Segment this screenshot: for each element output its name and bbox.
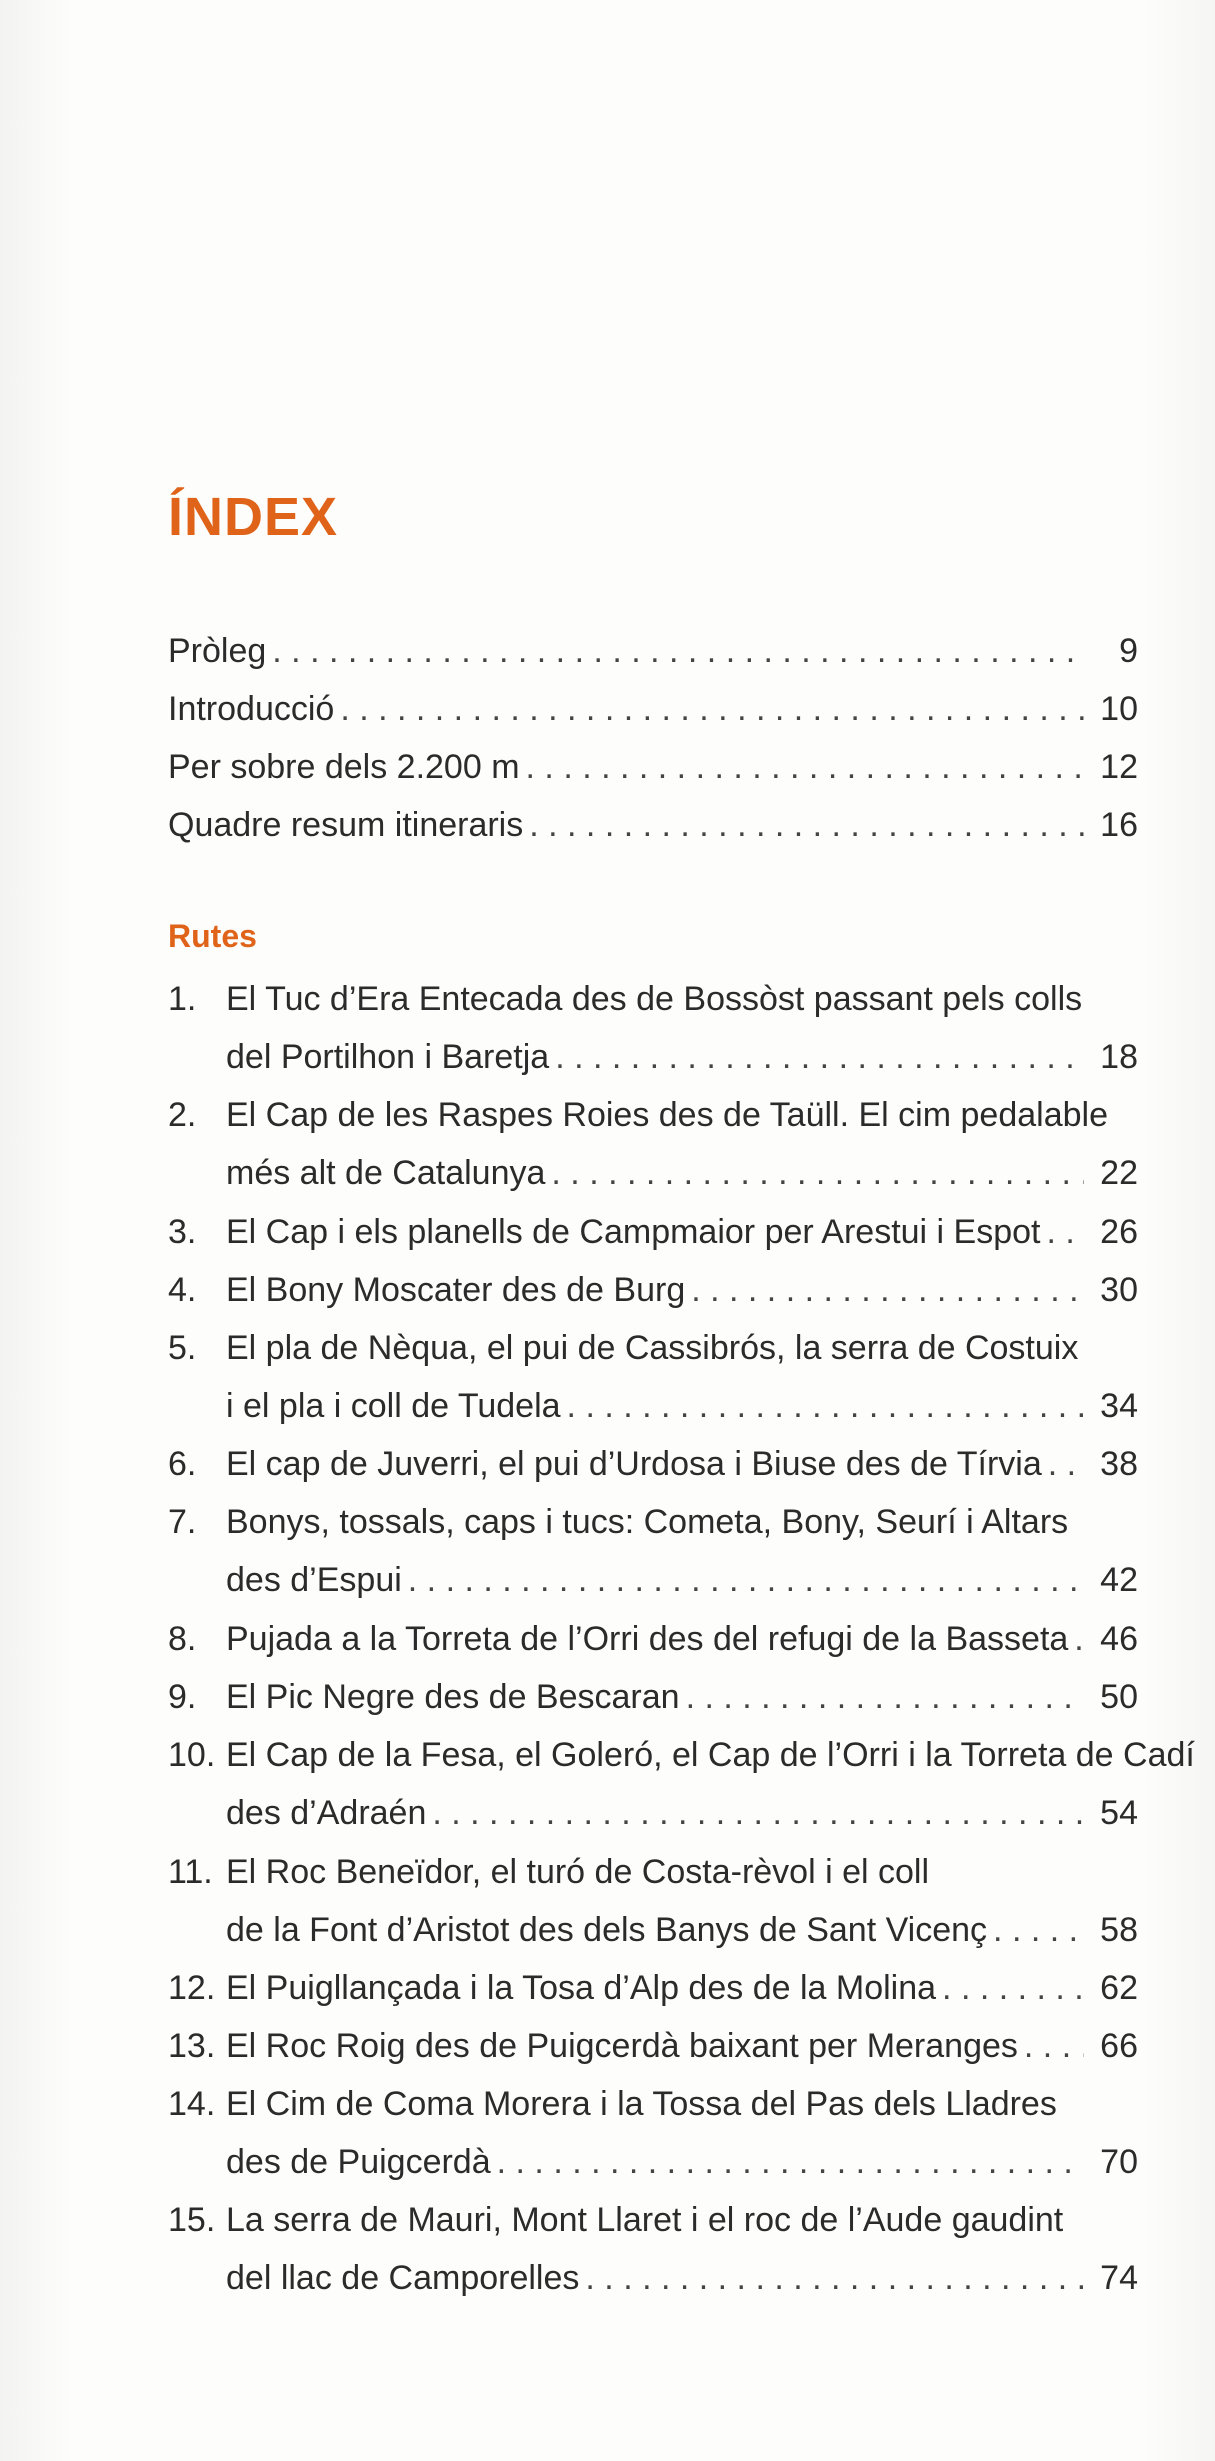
leader-dots (340, 680, 1084, 738)
route-number: 14. (168, 2085, 216, 2123)
leader-dots (272, 622, 1084, 680)
leader-dots (686, 1668, 1084, 1726)
leader-dots (942, 1959, 1084, 2017)
route-number: 10. (168, 1736, 216, 1774)
route-title-line2: més alt de Catalunya (226, 1154, 546, 1192)
route-title-line2: del Portilhon i Baretja (226, 1038, 550, 1076)
route-number: 7. (168, 1503, 197, 1541)
route-entry[interactable] (168, 970, 1138, 1086)
leader-dots (585, 2249, 1084, 2307)
route-entry[interactable] (168, 1726, 1195, 1842)
route-title-line1: El Tuc d’Era Entecada des de Bossòst passant pels colls (226, 980, 1083, 1018)
route-entry[interactable] (168, 1319, 1138, 1435)
leader-dots (497, 2133, 1084, 2191)
leader-dots (567, 1377, 1084, 1435)
route-title-line2: des de Puigcerdà (226, 2143, 491, 2181)
route-page: 38 (1100, 1445, 1138, 1483)
route-number: 12. (168, 1969, 216, 2007)
route-entry[interactable] (168, 1493, 1138, 1609)
leader-dots (408, 1551, 1084, 1609)
route-page: 34 (1100, 1387, 1138, 1425)
route-page: 74 (1100, 2259, 1138, 2297)
route-page: 22 (1100, 1154, 1138, 1192)
route-entry[interactable] (168, 1435, 1138, 1493)
route-entry[interactable] (168, 1203, 1138, 1261)
route-entry[interactable] (168, 1261, 1138, 1319)
route-number: 3. (168, 1213, 197, 1251)
route-title-line2: de la Font d’Aristot des dels Banys de Sant Vicenç (226, 1911, 988, 1949)
route-number: 1. (168, 980, 197, 1018)
toc-entry-page: 9 (1119, 632, 1138, 670)
route-entry[interactable] (168, 2017, 1138, 2075)
route-entry[interactable] (168, 1959, 1138, 2017)
route-title-line2: des d’Espui (226, 1561, 402, 1599)
route-page: 18 (1100, 1038, 1138, 1076)
route-entry[interactable] (168, 1610, 1138, 1668)
route-title-line2: del llac de Camporelles (226, 2259, 580, 2297)
route-title-line1: El Cim de Coma Morera i la Tossa del Pas dels Lladres (226, 2085, 1057, 2123)
leader-dots (432, 1784, 1084, 1842)
route-entry[interactable] (168, 2191, 1138, 2307)
leader-dots (551, 1144, 1084, 1202)
leader-dots (1047, 1203, 1085, 1261)
page-title: ÍNDEX (168, 487, 339, 547)
route-page: 42 (1100, 1561, 1138, 1599)
leader-dots (529, 796, 1084, 854)
route-title-line2: des d’Adraén (226, 1794, 427, 1832)
leader-dots (1074, 1610, 1084, 1668)
route-number: 11. (168, 1853, 213, 1891)
route-title-line1: El Puigllançada i la Tosa d’Alp des de la Molina (226, 1969, 937, 2007)
route-title-line1: El Bony Moscater des de Burg (226, 1271, 686, 1309)
route-title-line1: El Cap de les Raspes Roies des de Taüll. El cim pedalable (226, 1096, 1108, 1134)
toc-entry-page: 12 (1100, 748, 1138, 786)
route-title-line1: El Cap i els planells de Campmaior per Arestui i Espot (226, 1213, 1041, 1251)
route-title-line1: El Pic Negre des de Bescaran (226, 1678, 680, 1716)
route-title-line1: La serra de Mauri, Mont Llaret i el roc de l’Aude gaudint (226, 2201, 1064, 2239)
toc-entry[interactable] (168, 680, 1138, 738)
route-page: 30 (1100, 1271, 1138, 1309)
toc-entry-label: Pròleg (168, 632, 267, 670)
route-number: 4. (168, 1271, 197, 1309)
route-title-line1: El Roc Beneïdor, el turó de Costa-rèvol i el coll (226, 1853, 930, 1891)
toc-entry[interactable] (168, 622, 1138, 680)
route-page: 66 (1100, 2027, 1138, 2065)
toc-entry-label: Quadre resum itineraris (168, 806, 524, 844)
leader-dots (691, 1261, 1084, 1319)
route-title-line1: El Roc Roig des de Puigcerdà baixant per Meranges (226, 2027, 1018, 2065)
route-title-line1: El Cap de la Fesa, el Goleró, el Cap de l’Orri i la Torreta de Cadí (226, 1736, 1195, 1774)
route-page: 70 (1100, 2143, 1138, 2181)
route-number: 9. (168, 1678, 197, 1716)
route-number: 13. (168, 2027, 216, 2065)
route-page: 62 (1100, 1969, 1138, 2007)
route-title-line1: Pujada a la Torreta de l’Orri des del refugi de la Basseta (226, 1620, 1069, 1658)
route-page: 54 (1100, 1794, 1138, 1832)
route-page: 46 (1100, 1620, 1138, 1658)
toc-entry[interactable] (168, 738, 1138, 796)
route-entry[interactable] (168, 2075, 1138, 2191)
route-title-line1: El pla de Nèqua, el pui de Cassibrós, la serra de Costuix (226, 1329, 1079, 1367)
route-entry[interactable] (168, 1843, 1138, 1959)
route-title-line1: Bonys, tossals, caps i tucs: Cometa, Bony, Seurí i Altars (226, 1503, 1069, 1541)
route-entry[interactable] (168, 1668, 1138, 1726)
toc-entry-label: Introducció (168, 690, 335, 728)
route-page: 58 (1100, 1911, 1138, 1949)
route-title-line1: El cap de Juverri, el pui d’Urdosa i Biuse des de Tírvia (226, 1445, 1042, 1483)
toc-entry-label: Per sobre dels 2.200 m (168, 748, 520, 786)
leader-dots (555, 1028, 1084, 1086)
route-number: 5. (168, 1329, 197, 1367)
route-page: 26 (1100, 1213, 1138, 1251)
leader-dots (526, 738, 1084, 796)
route-page: 50 (1100, 1678, 1138, 1716)
toc-entry-page: 10 (1100, 690, 1138, 728)
route-title-line2: i el pla i coll de Tudela (226, 1387, 561, 1425)
route-number: 15. (168, 2201, 216, 2239)
leader-dots (1024, 2017, 1084, 2075)
route-number: 6. (168, 1445, 197, 1483)
leader-dots (993, 1901, 1084, 1959)
route-entry[interactable] (168, 1086, 1138, 1202)
route-number: 2. (168, 1096, 197, 1134)
leader-dots (1048, 1435, 1084, 1493)
toc-entry[interactable] (168, 796, 1138, 854)
route-number: 8. (168, 1620, 197, 1658)
toc-entry-page: 16 (1100, 806, 1138, 844)
section-heading-routes: Rutes (168, 918, 257, 954)
